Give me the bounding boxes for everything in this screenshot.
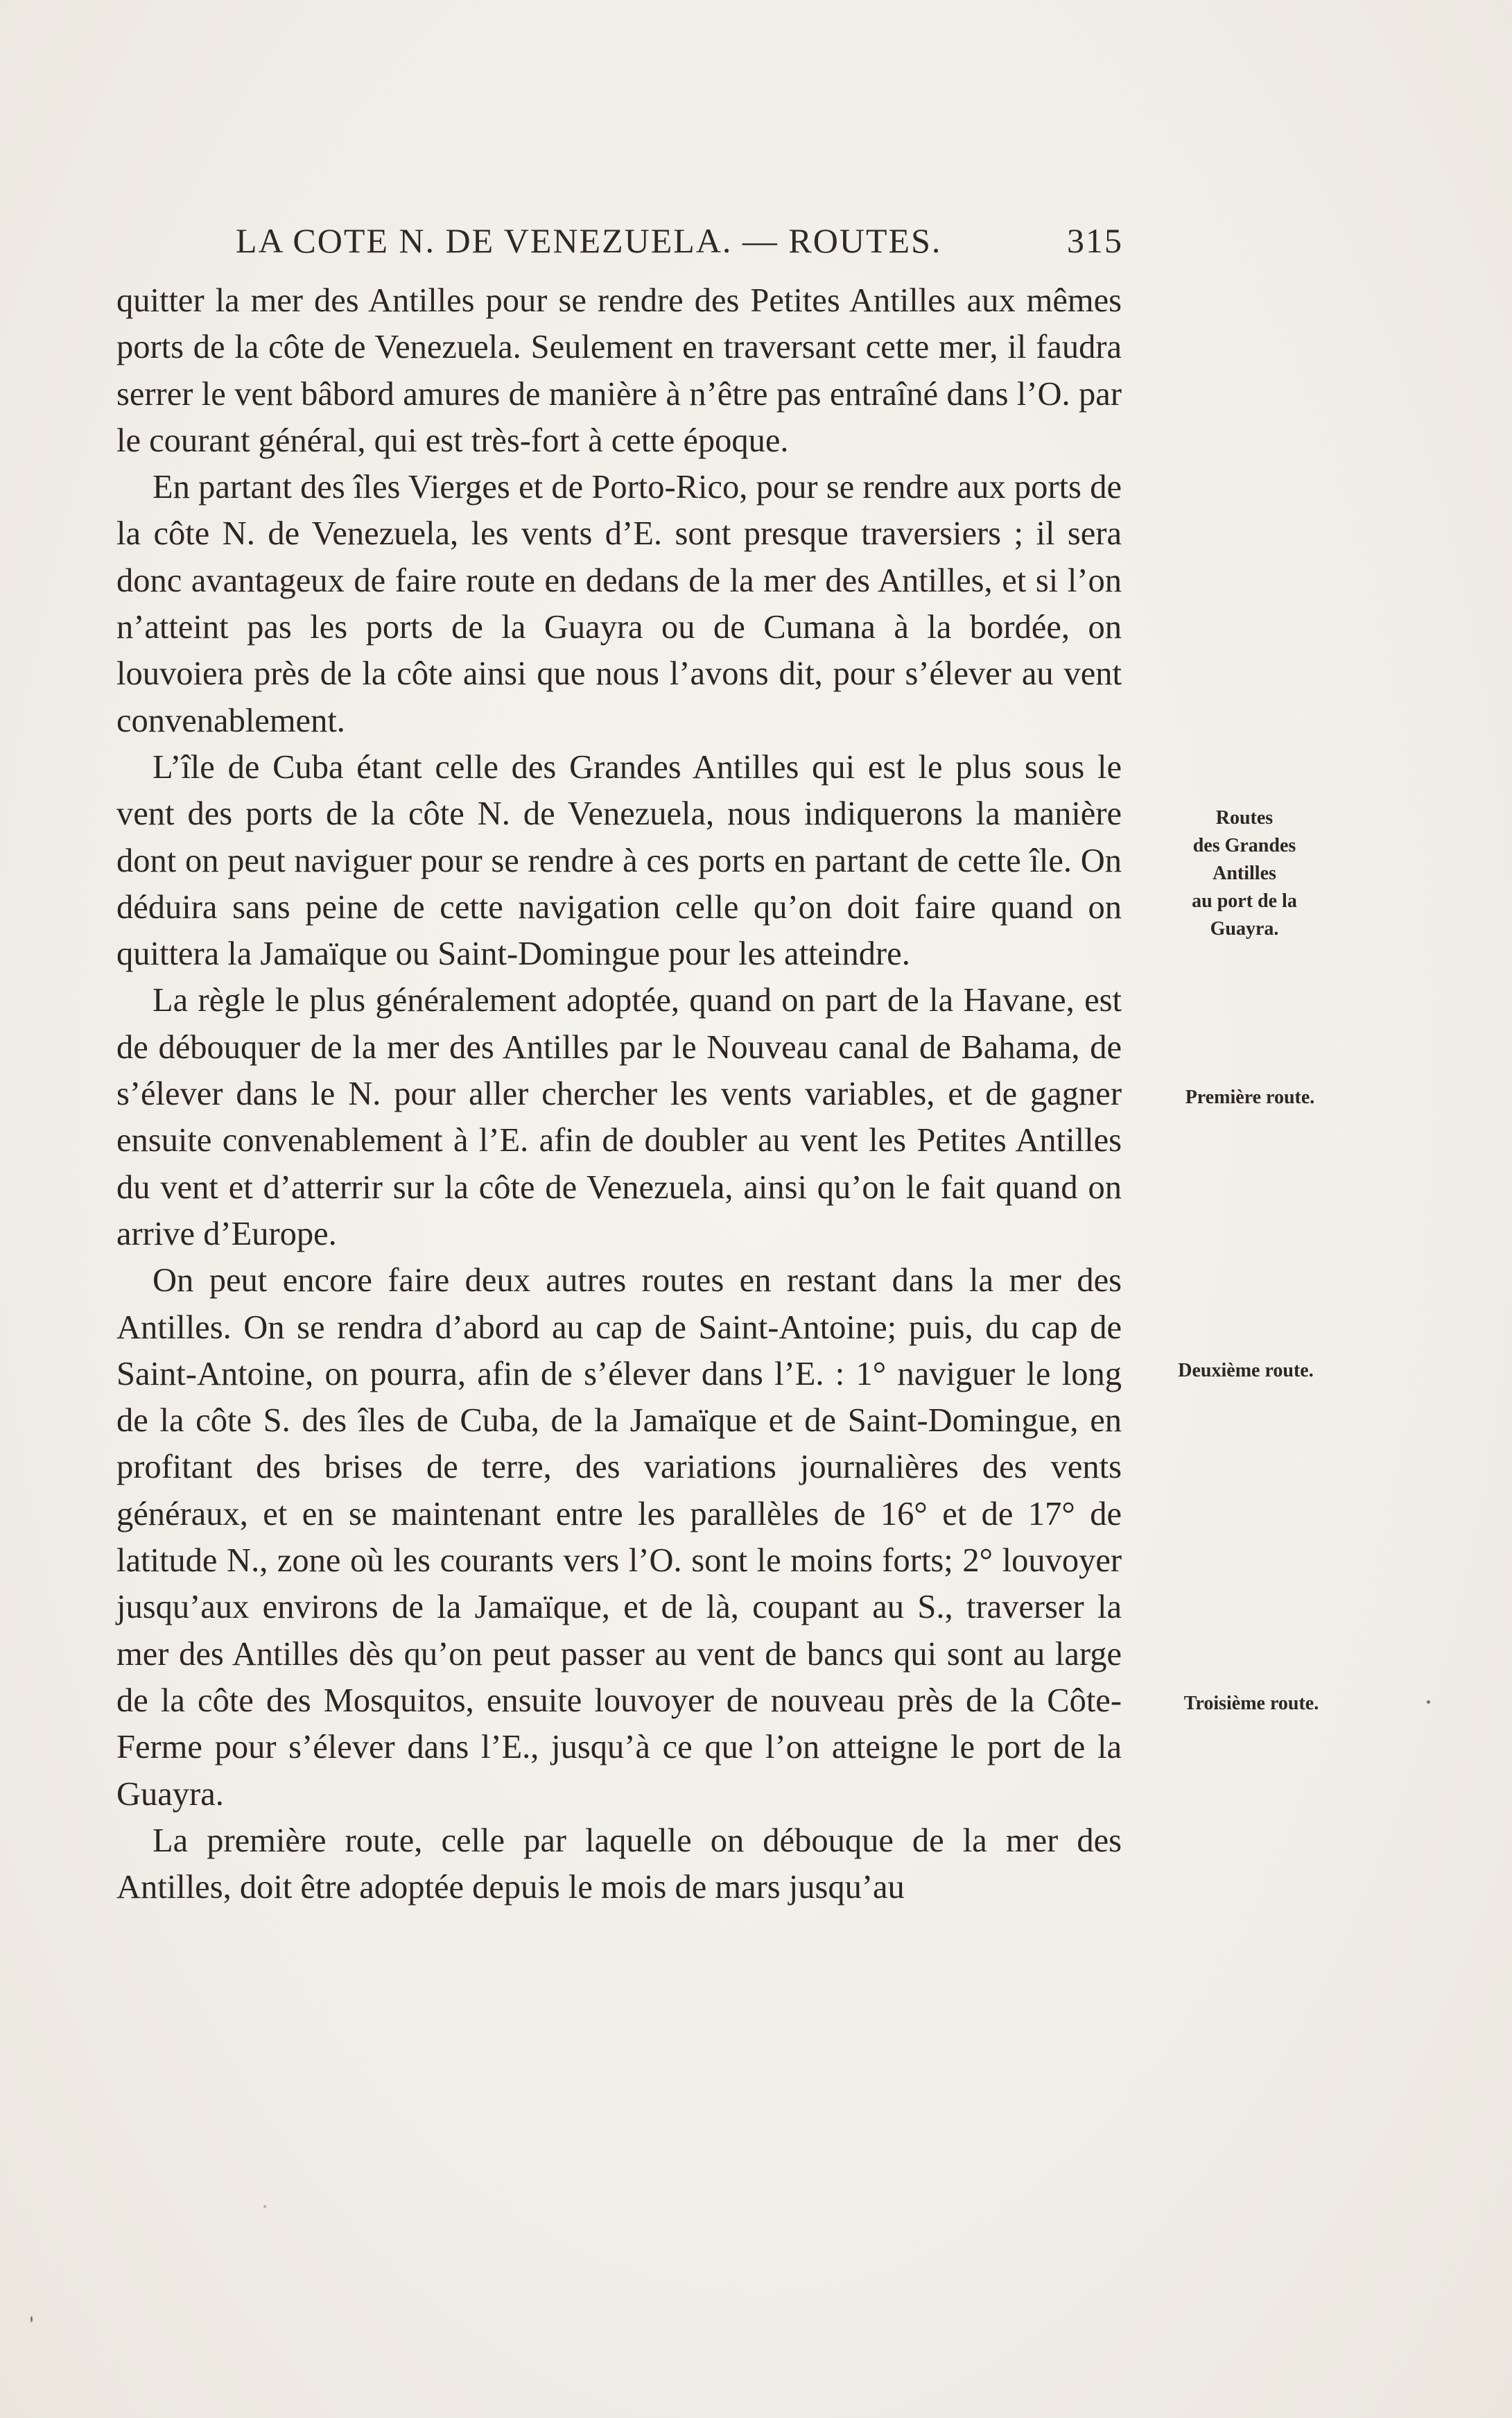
- margin-note-line: Guayra.: [1210, 918, 1279, 940]
- paragraph: La première route, celle par laquelle on débouque de la mer des Antilles, doit être adoptée depuis le mois de mars jusqu’au: [116, 1822, 1122, 1906]
- margin-note-second-route: Deuxième route.: [1178, 1360, 1314, 1381]
- margin-note-third-route: Troisième route.: [1183, 1693, 1319, 1714]
- margin-note-first-route: Première route.: [1185, 1087, 1315, 1108]
- body-text: [116, 277, 1122, 1910]
- paper-speck: [263, 2205, 266, 2208]
- paragraph: La règle le plus généralement adoptée, quand on part de la Havane, est de débouquer de la mer des Antilles par le Nouveau canal de Bahama, de s’élever dans le N. pour aller chercher les vents variables, et de gagner ensuite convenablement à l’E. afin de doubler au vent les Petites Antilles du vent et d’atterrir sur la côte de Venezuela, ainsi qu’on le fait quand on arrive d’Europe.: [116, 982, 1122, 1252]
- margin-note-line: Routes: [1215, 807, 1274, 829]
- paragraph: On peut encore faire deux autres routes en restant dans la mer des Antilles. On se rendra d’abord au cap de Saint-Antoine; puis, du cap de Saint-Antoine, on pourra, afin de s’élever dans l’E. : 1° naviguer le long de la côte S. des îles de Cuba, de la Jamaïque et de Saint-Domingue, en profitant des brises de terre, des variations journalières des vents généraux, et en se maintenant entre les parallèles de 16° et de 17° de latitude N., zone où les courants vers l’O. sont le moins forts; 2° louvoyer jusqu’aux environs de la Jamaïque, et de là, coupant au S., traverser la mer des Antilles dès qu’on peut passer au vent de bancs qui sont au large de la côte des Mosquitos, ensuite louvoyer de nouveau près de la Côte-Ferme pour s’élever dans l’E., jusqu’à ce que l’on atteigne le port de la Guayra.: [116, 1262, 1122, 1813]
- running-header: [236, 221, 1123, 262]
- page-number: 315: [1067, 221, 1123, 260]
- paragraph-continuation: quitter la mer des Antilles pour se rendre des Petites Antilles aux mêmes ports de la côte de Venezuela. Seulement en traversant cette mer, il faudra serrer le vent bâbord amures de manière à n’être pas entraîné dans l’O. par le courant général, qui est très-fort à cette époque.: [116, 282, 1122, 459]
- paper-speck: [31, 2316, 33, 2322]
- margin-note-line: Antilles: [1213, 863, 1276, 884]
- paragraph: En partant des îles Vierges et de Porto-Rico, pour se rendre aux ports de la côte N. de Venezuela, les vents d’E. sont presque traversiers ; il sera donc avantageux de faire route en dedans de la mer des Antilles, et si l’on n’atteint pas les ports de la Guayra ou de Cumana à la bordée, on louvoiera près de la côte ainsi que nous l’avons dit, pour s’élever au vent convenablement.: [116, 469, 1122, 739]
- margin-note-line: des Grandes: [1192, 835, 1296, 856]
- running-title: LA COTE N. DE VENEZUELA. — ROUTES.: [236, 221, 942, 260]
- margin-note-routes: [1158, 804, 1331, 943]
- paragraph: L’île de Cuba étant celle des Grandes Antilles qui est le plus sous le vent des ports de la côte N. de Venezuela, nous indiquerons la manière dont on peut naviguer pour se rendre à ces ports en partant de cette île. On déduira sans peine de cette navigation celle qu’on doit faire quand on quittera la Jamaïque ou Saint-Domingue pour les atteindre.: [116, 748, 1122, 973]
- margin-note-line: au port de la: [1192, 890, 1297, 912]
- paper-speck: [1427, 1700, 1430, 1704]
